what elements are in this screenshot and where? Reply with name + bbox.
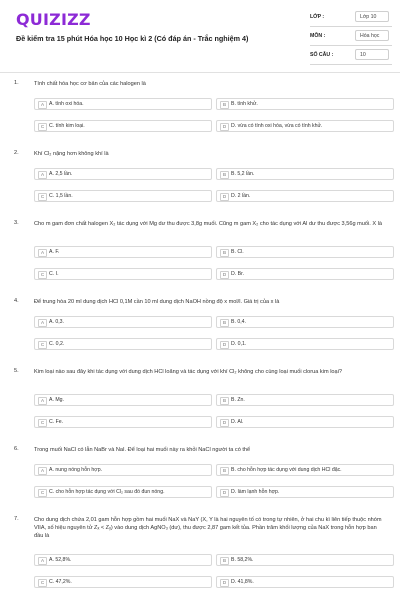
option-text: B. 0,4. xyxy=(231,319,246,325)
option-a[interactable] xyxy=(34,98,212,110)
meta-value: Lớp 10 xyxy=(355,11,389,22)
option-text: B. Zn. xyxy=(231,397,245,403)
option-d[interactable] xyxy=(216,486,394,498)
question-text: Tính chất hóa học cơ bản của các halogen là xyxy=(34,81,146,87)
option-text: C. Fe. xyxy=(49,419,64,425)
option-a[interactable] xyxy=(34,246,212,258)
option-letter: A xyxy=(38,557,47,565)
question-text: Kim loại nào sau đây khi tác dụng với dung dịch HCl loãng và tác dụng với khí Cl₂ không cho cùng loại muối clorua kim loại? xyxy=(34,369,343,375)
option-letter: A xyxy=(38,249,47,257)
option-text: A. 52,8%. xyxy=(49,557,72,563)
option-b[interactable] xyxy=(216,394,394,406)
meta-subject-row xyxy=(310,29,392,46)
option-letter: D xyxy=(220,193,229,201)
option-letter: A xyxy=(38,397,47,405)
option-a[interactable] xyxy=(34,168,212,180)
option-text: A. 2,5 lần. xyxy=(49,171,73,177)
option-b[interactable] xyxy=(216,246,394,258)
question-number: 1. xyxy=(14,80,19,86)
question-number: 3. xyxy=(14,220,19,226)
option-d[interactable] xyxy=(216,190,394,202)
option-letter: A xyxy=(38,171,47,179)
option-c[interactable] xyxy=(34,268,212,280)
meta-value: 10 xyxy=(355,49,389,60)
option-text: D. Al. xyxy=(231,419,244,425)
option-d[interactable] xyxy=(216,576,394,588)
option-text: C. I. xyxy=(49,271,59,277)
option-text: B. Cl. xyxy=(231,249,244,255)
meta-panel xyxy=(310,10,392,65)
option-text: B. cho hỗn hợp tác dụng với dung dịch HCl đặc. xyxy=(231,467,342,473)
meta-label: SỐ CÂU : xyxy=(310,52,334,58)
question-number: 2. xyxy=(14,150,19,156)
option-c[interactable] xyxy=(34,486,212,498)
option-letter: C xyxy=(38,123,47,131)
question-text: Khí Cl₂ nặng hơn không khí là xyxy=(34,151,109,157)
option-letter: C xyxy=(38,489,47,497)
option-letter: D xyxy=(220,341,229,349)
option-letter: A xyxy=(38,467,47,475)
option-b[interactable] xyxy=(216,316,394,328)
option-letter: C xyxy=(38,579,47,587)
option-letter: C xyxy=(38,271,47,279)
option-d[interactable] xyxy=(216,416,394,428)
question-text: Cho m gam đơn chất halogen X₂ tác dụng với Mg dư thu được 3,8g muối. Cũng m gam X₂ cho tác dụng với Al dư thu được 3,56g muối. X là xyxy=(34,221,382,227)
option-text: D. vừa có tính oxi hóa, vừa có tính khử. xyxy=(231,123,323,129)
option-text: A. Mg. xyxy=(49,397,64,403)
option-letter: D xyxy=(220,419,229,427)
option-text: D. Br. xyxy=(231,271,244,277)
question-text: Để trung hòa 20 ml dung dịch HCl 0,1M cần 10 ml dung dịch NaOH nồng độ x mol/l. Giá trị của x là xyxy=(34,299,280,305)
option-text: A. 0,3. xyxy=(49,319,64,325)
option-c[interactable] xyxy=(34,416,212,428)
option-a[interactable] xyxy=(34,554,212,566)
question-text: Trong muối NaCl có lẫn NaBr và NaI. Để loại hai muối này ra khỏi NaCl người ta có thể xyxy=(34,447,251,453)
option-text: C. cho hỗn hợp tác dụng với Cl₂ sau đó đun nóng. xyxy=(49,489,165,495)
option-text: C. 0,2. xyxy=(49,341,65,347)
option-letter: C xyxy=(38,419,47,427)
option-letter: B xyxy=(220,319,229,327)
option-d[interactable] xyxy=(216,338,394,350)
option-letter: B xyxy=(220,467,229,475)
option-c[interactable] xyxy=(34,190,212,202)
question-number: 4. xyxy=(14,298,19,304)
question-number: 7. xyxy=(14,516,19,522)
option-c[interactable] xyxy=(34,576,212,588)
meta-value: Hóa học xyxy=(355,30,389,41)
option-letter: D xyxy=(220,271,229,279)
option-b[interactable] xyxy=(216,554,394,566)
option-letter: B xyxy=(220,557,229,565)
option-text: D. 0,1. xyxy=(231,341,247,347)
option-c[interactable] xyxy=(34,120,212,132)
question-text: Cho dung dịch chứa 2,01 gam hỗn hợp gồm hai muối NaX và NaY (X, Y là hai nguyên tố có trong tự nhiên, ở hai chu kì liên tiếp thuộc nhóm VIIA, số hiệu nguyên tử Zₓ < Zᵧ) vào dung dịch AgNO₃ (dư), thu được 2,87 gam kết tủa. Phần trăm khối lượng của NaX trong hỗn hợp ban đầu là xyxy=(34,517,382,539)
option-text: B. tính khử. xyxy=(231,101,258,107)
option-letter: D xyxy=(220,489,229,497)
option-d[interactable] xyxy=(216,120,394,132)
option-a[interactable] xyxy=(34,316,212,328)
quizizz-logo: QUIZIZZ xyxy=(16,10,91,29)
header-divider xyxy=(0,72,400,73)
option-letter: A xyxy=(38,101,47,109)
option-letter: C xyxy=(38,341,47,349)
option-letter: B xyxy=(220,249,229,257)
option-text: D. làm lạnh hỗn hợp. xyxy=(231,489,280,495)
option-a[interactable] xyxy=(34,464,212,476)
meta-label: LỚP : xyxy=(310,14,325,20)
option-b[interactable] xyxy=(216,464,394,476)
option-text: A. tính oxi hóa. xyxy=(49,101,84,107)
option-letter: D xyxy=(220,123,229,131)
option-text: D. 41,8%. xyxy=(231,579,254,585)
option-text: C. 1,5 lần. xyxy=(49,193,73,199)
question-number: 5. xyxy=(14,368,19,374)
option-text: B. 5,2 lần. xyxy=(231,171,255,177)
option-a[interactable] xyxy=(34,394,212,406)
option-letter: B xyxy=(220,171,229,179)
option-letter: B xyxy=(220,397,229,405)
option-d[interactable] xyxy=(216,268,394,280)
option-text: A. F. xyxy=(49,249,60,255)
option-text: B. 58,2%. xyxy=(231,557,254,563)
option-text: C. tính kim loại. xyxy=(49,123,85,129)
option-text: C. 47,2%. xyxy=(49,579,72,585)
option-b[interactable] xyxy=(216,168,394,180)
option-text: D. 2 lần. xyxy=(231,193,251,199)
option-letter: B xyxy=(220,101,229,109)
question-number: 6. xyxy=(14,446,19,452)
header xyxy=(0,0,400,70)
option-c[interactable] xyxy=(34,338,212,350)
meta-class-row xyxy=(310,10,392,27)
meta-label: MÔN : xyxy=(310,33,326,39)
document-title: Đề kiểm tra 15 phút Hóa học 10 Học kì 2 (Có đáp án - Trắc nghiệm 4) xyxy=(16,34,249,43)
option-b[interactable] xyxy=(216,98,394,110)
option-letter: C xyxy=(38,193,47,201)
meta-count-row xyxy=(310,48,392,65)
option-text: A. nung nóng hỗn hợp. xyxy=(49,467,103,473)
option-letter: D xyxy=(220,579,229,587)
option-letter: A xyxy=(38,319,47,327)
